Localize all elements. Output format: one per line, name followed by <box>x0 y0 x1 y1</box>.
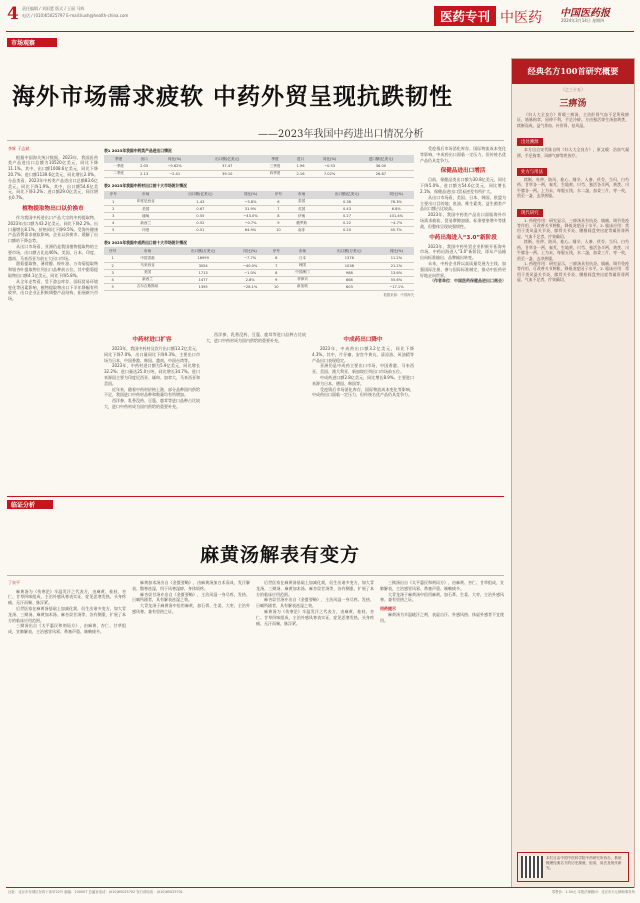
sidebar-heading-modern: 现代研究 <box>517 209 543 217</box>
section-heading-outlook: 中药出海进入“3.0”新阶段 <box>429 234 497 241</box>
sidebar-subtitle: （之三十五） <box>561 87 585 92</box>
paragraph: 麻黄汤为《伤寒论》辛温发汗之代表方，由麻黄、桂枝、杏仁、甘草四味组成，主治外感风寒表实证，症见恶寒发热、头身疼痛、无汗而喘、脉浮紧。 <box>256 608 374 626</box>
article2-byline: 丁泉平 <box>8 580 20 585</box>
table-row: 1 印度尼西亚 1.43 −5.8% 6 泰国 0.36 76.3% <box>104 199 414 206</box>
table-header: 出口 <box>133 155 155 163</box>
column-5 <box>420 146 506 486</box>
section-heading-ctm-export: 中成药出口降中 <box>343 337 383 343</box>
section-heading-health-products: 保健品进出口增活 <box>440 168 486 175</box>
sidebar-heading-source: 出处溯源 <box>517 138 543 146</box>
column-4 <box>312 332 414 486</box>
paragraph: 西洋参、乳香没药、豆蔻、鹿茸等进口品种占比较大，进口中药材成为国内供给的重要补充。 <box>206 332 306 343</box>
table-header: 同比(%) <box>379 247 414 255</box>
headline-rule <box>7 140 504 141</box>
article-subheadline: ——2023年我国中药进出口情况分析 <box>258 129 424 140</box>
author-affiliation: （作者单位：中国医药保健品进出口商会） <box>430 278 506 284</box>
byline: 李辉 于志斌 <box>8 146 30 151</box>
issue-date: 2024年3月14日 星期四 <box>561 18 605 23</box>
sidebar-modern-text: 续断、杜仲、防风、桂心、细辛、人参、茯苓、当归、白芍药、甘草各一两，秦艽、生地黄、川芎、独活各半两，黄芪、川牛膝各一两。上为末，每服五钱，水二盏，加姜三片，枣一枚，煎至一盏，去滓热服。 <box>517 239 629 261</box>
article2-column-4 <box>380 580 504 880</box>
formula-name: 三痹汤 <box>559 99 587 109</box>
footer-address: 社址：北京市东城区东四十条甲22号 邮编：100007 总编室电话：(010)65025702 发行部电话：(010)65025701 <box>8 890 183 894</box>
paragraph: 受疫情后市场消化库存、国际物流成本变化等影响，中成药出口面临一定压力，但传统名优产品仍具竞争力。 <box>312 386 414 398</box>
table-header: 出口额(亿美元) <box>194 155 260 163</box>
footer-rule <box>6 887 634 888</box>
paragraph: 三拗汤出自《太平惠民和剂局方》，由麻黄、杏仁、甘草组成，宣肺解表，主治感冒风邪、鼻塞声重、咳嗽痰多。 <box>380 580 504 591</box>
footer-price: 零售价：1.50元 本报法律顾问：北京市天元律师事务所 <box>551 890 635 894</box>
lower-section-rule <box>7 496 504 497</box>
table-header: 同比(%) <box>378 191 414 199</box>
article2-title-rule <box>7 575 504 576</box>
paragraph: 麻杏苡甘汤亦出自《金匮要略》，主治风湿一身尽疼、发热、日晡所剧者，具有解表祛湿之效。 <box>256 597 374 609</box>
section-title-badge <box>434 6 496 26</box>
sidebar-modern-text: 1. 药理作用：研究显示，三痹汤具有抗炎、镇痛、调节免疫等作用，可改善关节肿胀，降低炎症因子水平。2. 临床应用：常用于类风湿关节炎、膝骨关节炎、腰椎间盘突出症等属肝肾两虚、气血不足者，疗效确切。 <box>517 217 629 239</box>
paragraph: 近年来，随着中药材价格上涨，部分品种国内供给不足，我国进口中药材品种和数量均有所增加。 <box>104 386 200 398</box>
table-row: 4 新西兰 1477 2.8% 9 菲律宾 868 55.6% <box>104 276 414 283</box>
table-row: 3 美国 1713 −1.0% 8 中国澳门 988 13.6% <box>104 269 414 276</box>
table-header: 出口额(万美元) <box>320 247 379 255</box>
column-3 <box>206 332 306 486</box>
paragraph: 大青龙汤于麻黄汤中倍用麻黄，加石膏、生姜、大枣，主治外感风寒、兼有里热之证。 <box>132 603 250 614</box>
sidebar-source-text: 本方出自宋代陈自明《妇人大全良方》，原文载：治血气凝滞，手足拘挛，风痹气痹等疾皆疗。 <box>517 147 629 158</box>
table-header: 同比(%) <box>232 191 269 199</box>
sidebar-usage-text: 续断、杜仲、防风、桂心、细辛、人参、茯苓、当归、白芍药、甘草各一两，秦艽、生地黄、川芎、独活各半两，黄芪、川牛膝各一两。上为末，每服五钱，水二盏，加姜三片，枣一枚，煎至一盏，去滓热服。 <box>517 177 629 199</box>
tag-market-observation: 市场观察 <box>7 38 57 47</box>
article2-column-2 <box>132 580 250 880</box>
sidebar-footer-text: 本栏目由中国中医科学院中药研究所协办，系统梳理经典名方的历史源流、组成、用法及现代研究。 <box>546 856 622 870</box>
table-3 <box>104 238 414 291</box>
table-2-title: 表2 2023年我国中药材出口前十大市场统计情况 <box>104 183 187 188</box>
contacts-line: 电话 / (010)65025797 E-mail:liush@health-china.com <box>22 13 129 18</box>
editors-line: 责任编辑 / 刘雨慧 版式 / 王丽 马辉 <box>22 6 85 11</box>
table-1 <box>104 146 414 178</box>
paragraph: 2023年，我国中药类产品出口面临海外市场需求疲软、贸易摩擦加剧、标准壁垒增多等挑战，但整体呈现较强韧性。 <box>420 212 506 229</box>
table-row: 一季度 2.05 −9.62% 37.47 三季度 1.96 −0.53 36.00 <box>104 163 414 170</box>
section-title: 医药专刊 <box>439 9 490 24</box>
table-row: 2 美国 0.67 31.9% 7 英国 0.43 6.8% <box>104 206 414 213</box>
table-header: 市场 <box>285 247 320 255</box>
qr-code-icon <box>521 856 543 878</box>
paragraph: 大青龙汤于麻黄汤中倍用麻黄，加石膏、生姜、大枣，主治外感风寒、兼有里热之证。 <box>380 591 504 603</box>
masthead <box>0 0 640 36</box>
article2-note: 麻黄汤为辛温峻汗之剂，表虚自汗、外感风热、体虚外感者不宜使用。 <box>380 611 504 623</box>
table-3-title: 表3 2023年我国中成药出口前十大市场统计情况 <box>104 239 187 245</box>
table-row: 5 印度 0.51 64.9% 10 南非 0.20 45.7% <box>104 227 414 234</box>
sidebar-modern-text: 1. 药理作用：研究显示，三痹汤具有抗炎、镇痛、调节免疫等作用，可改善关节肿胀，降低炎症因子水平。2. 临床应用：常用于类风湿关节炎、膝骨关节炎、腰椎间盘突出症等属肝肾两虚、气血不足者，疗效确切。 <box>517 260 629 283</box>
table-header: 同比(%) <box>155 155 194 163</box>
tag-clinical-analysis: 临证分析 <box>7 500 53 509</box>
sidebar-classic-formulas <box>511 58 635 888</box>
table-row: 二季度 2.13 −2.41 39.10 四季度 2.16 7.02% 26.87 <box>104 170 414 177</box>
paragraph: 从出口市场看，美国、日本、韩国、欧盟为主要出口目的地；鱼油、维生素类、益生菌类产品出口额占比较高。 <box>420 194 506 212</box>
paragraph: 目前，保健品类出口额为30.8亿美元，同比下降5.0%，进口额为54.6亿美元，同比增长2.1%，保健品进出口贸易逆差有所扩大。 <box>420 177 506 194</box>
tables-block <box>104 146 414 297</box>
table-header: 季度 <box>104 155 133 163</box>
table-header: 序号 <box>268 247 285 255</box>
table-header: 序号 <box>269 191 288 199</box>
table-header: 序号 <box>104 191 123 199</box>
article2-column-1 <box>8 580 126 880</box>
paragraph: 受疫情后市场消化库存、国际物流成本变化等影响，中成药出口面临一定压力，但传统名优产品仍具竞争力。 <box>420 146 506 163</box>
table-header: 出口额(万美元) <box>174 247 233 255</box>
masthead-rule <box>6 31 634 32</box>
table-row: 2 马来西亚 3054 −40.0% 7 韩国 1038 21.2% <box>104 262 414 269</box>
paragraph: 从出口市场看，亚洲仍是我国植物提取物的主要市场，出口额占比达46%。美国、日本、印度、越南、马来西亚为前五大出口市场。 <box>8 243 98 261</box>
table-row: 3 缅甸 0.55 −43.0% 8 伊朗 0.27 101.4% <box>104 213 414 220</box>
table-header: 序号 <box>104 247 121 255</box>
paragraph: 麻黄汤为《伤寒论》辛温发汗之代表方，由麻黄、桂枝、杏仁、甘草四味组成，主治外感风寒表实证，症见恶寒发热、头身疼痛、无汗而喘、脉浮紧。 <box>8 588 126 606</box>
paragraph: 2023年，中药材进口额为5.9亿美元，同比增长32.2%；进口量达25.0万吨，同比增长34.7%。进口来源国主要为印度尼西亚、缅甸、加拿大、马来西亚和美国。 <box>104 363 200 386</box>
table-row: 4 新西兰 0.52 −0.7% 9 俄罗斯 0.22 −4.7% <box>104 220 414 227</box>
table-header: 季度 <box>260 155 289 163</box>
sidebar-intro: 《妇人大全良方》所载三痹汤，主治肝肾气血不足所致痹证，筋脉拘挛，屈伸不利，手足冷痹。方由独活寄生汤加黄芪、续断而成，益气养血、补肝肾、祛风湿。 <box>517 112 629 128</box>
section-label: 中医药 <box>500 10 542 26</box>
section-heading-plant-extract: 植物提取物出口以价换市 <box>22 205 84 212</box>
paragraph: 2023年，我国中药材及饮片出口额13.2亿美元，同比下降7.0%，出口量同比下降9.3%。主要出口市场为日本、中国香港、韩国、越南、中国台湾等。 <box>104 346 200 363</box>
paper-name: 中国医药报 <box>560 8 610 19</box>
page-number: 4 <box>7 4 19 24</box>
sidebar-title: 经典名方100首研究概要 <box>527 66 619 76</box>
paragraph: 后世医家在麻黄汤基础上加减化裁，衍生出诸多变方，如大青龙汤、三拗汤、麻黄加术汤、麻杏苡甘汤等，各有侧重，扩展了本方的临床应用范围。 <box>8 605 126 623</box>
table-source: 数据来源：中国海关 <box>383 292 414 297</box>
paragraph: 亚洲仍是中成药主要出口市场，中国香港、马来西亚、美国、澳大利亚、新加坡位列出口市场前五位。 <box>312 363 414 375</box>
table-row: 5 吉尔吉斯斯坦 1395 −28.1% 10 新加坡 603 −17.1% <box>104 283 414 290</box>
table-header: 同比(%) <box>233 247 268 255</box>
intro-paragraph: 根据中国海关统计数据，2023年，我国医药类产品进出口总额为10520亿美元，同比下降11.1%。其中，出口额1008.6亿美元，同比下降20.7%；进口额1139.6亿美元，同比增长2.0%。分品类看，2023年中药类产品进出口总额83.6亿美元，同比下降1.9%。其中，出口额54.6亿美元，同比下降3.2%；进口额29.0亿美元，同比增长0.7%。 <box>8 154 98 201</box>
table-header: 市场 <box>123 191 169 199</box>
column-2 <box>104 332 200 486</box>
sidebar-title-bar <box>512 59 634 84</box>
paragraph: 麻杏苡甘汤亦出自《金匮要略》，主治风湿一身尽疼、发热、日晡所剧者，具有解表祛湿之效。 <box>132 591 250 603</box>
table-header: 市场 <box>121 247 173 255</box>
table-header: 同比(%) <box>311 155 347 163</box>
column-1 <box>8 146 98 486</box>
table-header: 市场 <box>288 191 316 199</box>
table-header: 进口额(亿美元) <box>348 155 414 163</box>
article-headline: 海外市场需求疲软 中药外贸呈现抗跌韧性 <box>12 83 454 110</box>
article2-column-3 <box>256 580 374 880</box>
table-row: 1 中国香港 16999 −7.7% 6 日本 1376 11.2% <box>104 255 414 262</box>
table-2 <box>104 182 414 235</box>
paragraph: 未来，中药企业将以高质量发展为主线，加强国际注册，参与国际标准制定，推动中医药更好地走向世界。 <box>420 260 506 278</box>
paragraph: 作为我国中药进出口产品大宗的中药提取物，2023年出口额为43.2亿美元，同比下降2.2%。出口量增长8.1%，价格同比下降9.5%。受海外健康产品消费需求疲软影响，企业以价换市，缓解了出口额的下降态势。 <box>8 214 98 244</box>
table-1-title: 表1 2023年我国中药类产品进出口情况 <box>104 147 172 153</box>
paragraph: 三拗汤出自《太平惠民和剂局方》，由麻黄、杏仁、甘草组成，宣肺解表，主治感冒风邪、鼻塞声重、咳嗽痰多。 <box>8 623 126 635</box>
sidebar-heading-usage: 处方与用法 <box>517 168 547 176</box>
paragraph: 2023年，我国中药外贸企业积极开拓海外市场，中药出海进入“3.0”新阶段，即从产品输出向标准输出、品牌输出转变。 <box>420 243 506 261</box>
table-header: 出口额(亿美元) <box>169 191 232 199</box>
paragraph: 西洋参、乳香没药、豆蔻、鹿茸等进口品种占比较大，进口中药材成为国内供给的重要补充。 <box>104 398 200 409</box>
paragraph: 从全年走势看，受下游去库存、国际贸易环境变化等因素影响，植物提取物出口下半年降幅有所收窄，出口企业正积极调整产品结构，拓展新兴市场。 <box>8 278 98 302</box>
table-header: 进口 <box>290 155 312 163</box>
article2-note-title: 用药提示 <box>380 606 396 612</box>
paragraph: 2023年，中成药出口额3.2亿美元，同比下降4.3%。其中，片仔癀、安宫牛黄丸、清凉油、风油精等产品出口表现稳定。 <box>312 346 414 363</box>
table-header: 出口额(亿美元) <box>316 191 379 199</box>
article2-title: 麻黄汤解表有变方 <box>200 544 361 566</box>
paragraph: 麻黄加术汤出自《金匮要略》，由麻黄汤加白术而成，发汗解表、散寒祛湿，用于风寒湿痹、身体烦疼。 <box>132 580 250 591</box>
paragraph: 后世医家在麻黄汤基础上加减化裁，衍生出诸多变方，如大青龙汤、三拗汤、麻黄加术汤、麻杏苡甘汤等，各有侧重，扩展了本方的临床应用范围。 <box>256 580 374 597</box>
paragraph: 中成药进口额2.8亿美元，同比增长8.9%。主要进口来源为日本、德国、韩国等。 <box>312 374 414 386</box>
paragraph: 甜菊提取物、薄荷醇、桉叶油、万寿菊提取物和银杏叶提取物位列出口品种前五位。其中甜菊提取物出口额4.1亿美元，同比下降5.8%。 <box>8 261 98 278</box>
sidebar-footer-box <box>517 852 629 882</box>
section-heading-herb-import: 中药材进口扩容 <box>132 337 172 343</box>
